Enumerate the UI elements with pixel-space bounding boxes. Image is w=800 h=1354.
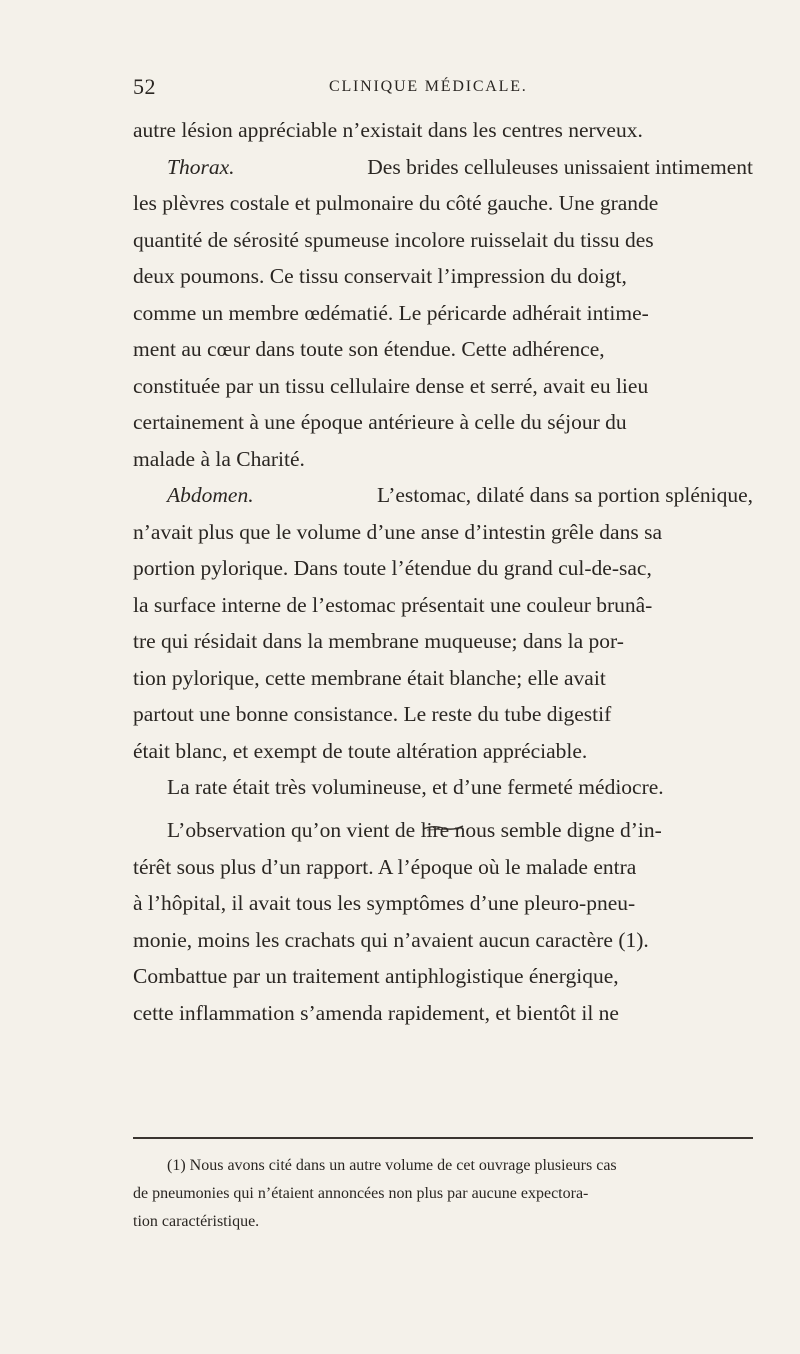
text-line: Combattue par un traitement antiphlogistique énergique, bbox=[133, 964, 619, 988]
text-line-thorax bbox=[133, 149, 753, 186]
abdomen-line-text: L’estomac, dilaté dans sa portion splénique, bbox=[377, 483, 753, 507]
footnote-line: (1) Nous avons cité dans un autre volume de cet ouvrage plusieurs cas bbox=[167, 1157, 617, 1174]
text-line: tion pylorique, cette membrane était blanche; elle avait bbox=[133, 665, 606, 690]
text-line: térêt sous plus d’un rapport. A l’époque où le malade entra bbox=[133, 854, 637, 879]
text-line: quantité de sérosité spumeuse incolore ruisselait du tissu des bbox=[133, 227, 654, 252]
running-head: CLINIQUE MÉDICALE. bbox=[329, 78, 528, 95]
text-line: cette inflammation s’amenda rapidement, et bientôt il ne bbox=[133, 1000, 619, 1025]
footnote-rule bbox=[133, 1137, 753, 1139]
page-header bbox=[133, 74, 753, 104]
text-line: partout une bonne consistance. Le reste du tube digestif bbox=[133, 702, 612, 726]
text-line: monie, moins les crachats qui n’avaient aucun caractère (1). bbox=[133, 927, 649, 952]
text-line: autre lésion appréciable n’existait dans les centres nerveux. bbox=[133, 118, 643, 142]
section-label-thorax: Thorax. bbox=[167, 154, 235, 179]
text-line-abdomen bbox=[133, 477, 753, 514]
footnote-line: de pneumonies qui n’étaient annoncées non plus par aucune expectora- bbox=[133, 1185, 589, 1202]
text-line: portion pylorique. Dans toute l’étendue du grand cul-de-sac, bbox=[133, 556, 652, 580]
footnote-line: tion caractéristique. bbox=[133, 1213, 260, 1230]
text-line: à l’hôpital, il avait tous les symptômes d’une pleuro-pneu- bbox=[133, 891, 636, 915]
text-line: L’observation qu’on vient de lire nous semble digne d’in- bbox=[167, 818, 662, 842]
text-line: constituée par un tissu cellulaire dense et serré, avait eu lieu bbox=[133, 373, 649, 398]
text-line: la surface interne de l’estomac présentait une couleur brunâ- bbox=[133, 592, 653, 617]
thorax-line-text: Des brides celluleuses unissaient intimement bbox=[367, 154, 753, 179]
text-line: tre qui résidait dans la membrane muqueuse; dans la por- bbox=[133, 629, 624, 653]
paragraph-commentary bbox=[133, 812, 753, 1031]
text-line: La rate était très volumineuse, et d’une fermeté médiocre. bbox=[167, 775, 664, 799]
text-line: comme un membre œdématié. Le péricarde adhérait intime- bbox=[133, 300, 649, 325]
text-line: certainement à une époque antérieure à celle du séjour du bbox=[133, 410, 627, 434]
page-number: 52 bbox=[133, 74, 156, 99]
text-line: n’avait plus que le volume d’une anse d’intestin grêle dans sa bbox=[133, 519, 662, 544]
text-line: malade à la Charité. bbox=[133, 446, 305, 471]
text-line: deux poumons. Ce tissu conservait l’impression du doigt, bbox=[133, 264, 627, 288]
section-label-abdomen: Abdomen. bbox=[167, 483, 254, 507]
footnote bbox=[133, 1152, 753, 1236]
text-line: ment au cœur dans toute son étendue. Cette adhérence, bbox=[133, 337, 605, 361]
paragraph-autopsy-findings bbox=[133, 112, 753, 850]
text-line: les plèvres costale et pulmonaire du côté gauche. Une grande bbox=[133, 191, 659, 215]
text-line: était blanc, et exempt de toute altération appréciable. bbox=[133, 738, 588, 763]
